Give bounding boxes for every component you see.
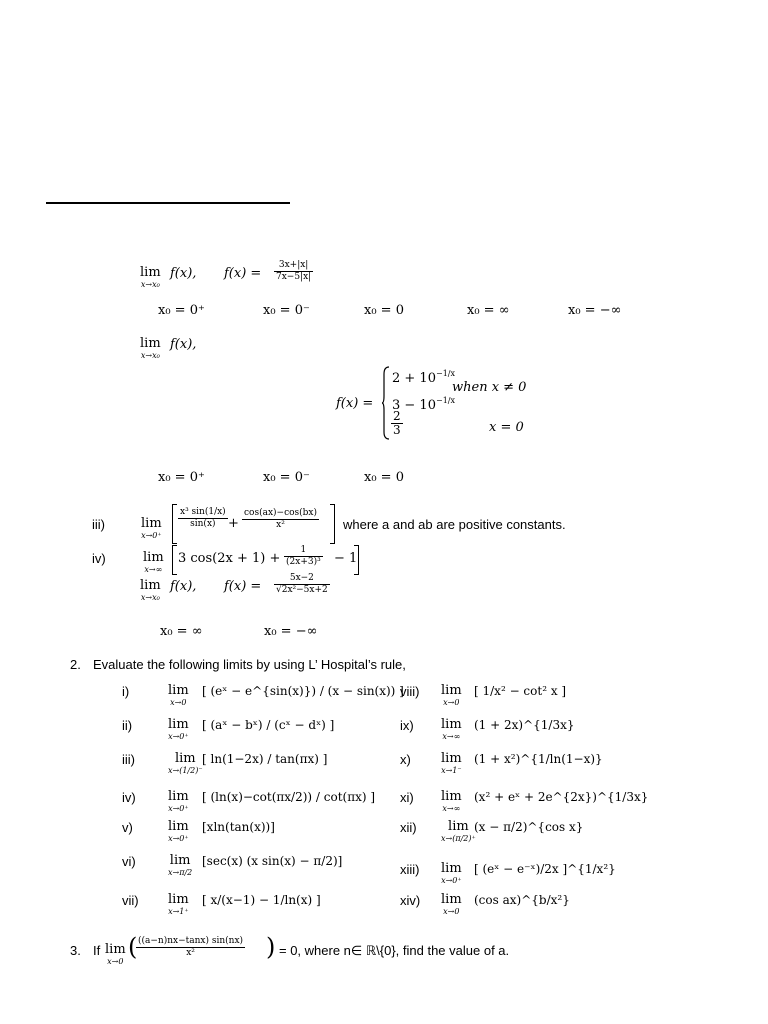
limit-operator [140, 337, 161, 360]
function-label: f(x), [170, 337, 197, 352]
lim-word: lim [441, 683, 462, 698]
item-label: iv) [92, 551, 106, 566]
fraction-numerator: ((a−n)nx−tanx) sin(nx) [138, 936, 244, 946]
limit-operator [168, 684, 189, 707]
lim-subscript: x→0⁺ [168, 732, 189, 741]
lim-subscript: x→x₀ [140, 280, 160, 289]
limit-expression: (x − π/2)^{cos x} [474, 820, 584, 834]
item-label: xi) [400, 790, 414, 805]
item-label: vii) [122, 893, 139, 908]
lim-subscript: x→x₀ [140, 351, 160, 360]
item-label: xiii) [400, 862, 420, 877]
lim-word: lim [140, 336, 161, 351]
lim-word: lim [441, 861, 462, 876]
right-bracket [354, 545, 359, 575]
limit-expression: [xln(tan(x))] [202, 820, 275, 834]
lim-word: lim [168, 683, 189, 698]
lim-word: lim [140, 265, 161, 280]
lim-subscript: x→0 [170, 698, 187, 707]
limit-expression: (x² + eˣ + 2e^{2x})^{1/3x} [474, 790, 649, 804]
lim-word: lim [140, 578, 161, 593]
limit-expression: (cos ax)^{b/x²} [474, 893, 570, 907]
lim-word: lim [441, 751, 462, 766]
limit-operator [141, 517, 162, 540]
fraction-term [136, 936, 245, 959]
fraction-numerator: 2 [393, 409, 401, 423]
limit-point: x₀ = 0 [364, 470, 404, 485]
item-label: ii) [122, 718, 133, 733]
limit-operator [168, 752, 203, 775]
piece-1-exponent: −1/x [435, 369, 455, 378]
piece-2-base: 3 − 10 [392, 398, 436, 413]
lim-word: lim [143, 550, 164, 565]
limit-point: x₀ = 0⁻ [263, 470, 310, 485]
fraction-numerator: x³ sin(1/x) [180, 507, 226, 517]
limit-expression: [ (aˣ − bˣ) / (cˣ − dˣ) ] [202, 718, 335, 732]
fraction-numerator: 3x+|x| [274, 260, 313, 272]
limit-expression: [ ln(1−2x) / tan(πx) ] [202, 752, 328, 766]
fraction-numerator: cos(ax)−cos(bx) [244, 508, 318, 518]
lim-word: lim [174, 751, 196, 766]
limit-operator [441, 862, 462, 885]
fraction-denominator: sin(x) [190, 519, 216, 529]
limit-point: x₀ = 0⁻ [263, 303, 310, 318]
fraction-numerator: 5x−2 [274, 573, 330, 585]
limit-operator [168, 718, 189, 741]
lim-subscript: x→(1/2)⁻ [168, 766, 203, 775]
limit-expression: [ 1/x² − cot² x ] [474, 684, 567, 698]
lim-word: lim [448, 819, 469, 834]
piece-1-base: 2 + 10 [392, 371, 436, 386]
right-bracket [330, 504, 335, 544]
lim-subscript: x→π/2 [168, 868, 193, 877]
limit-point: x₀ = −∞ [264, 624, 318, 639]
lim-subscript: x→0 [443, 907, 460, 916]
limit-operator [441, 820, 476, 843]
right-paren: ) [266, 933, 276, 961]
piece-2-exponent: −1/x [435, 396, 455, 405]
limit-point: x₀ = 0⁺ [158, 470, 205, 485]
expression-tail: − 1 [334, 551, 358, 566]
limit-expression: [sec(x) (x sin(x) − π/2)] [202, 854, 343, 868]
function-definition-fraction [274, 573, 330, 596]
left-paren: ( [128, 933, 138, 961]
fraction-denominator: x² [186, 948, 195, 958]
lim-word: lim [168, 819, 189, 834]
left-bracket [172, 545, 177, 575]
piece-expression-1 [392, 369, 455, 386]
item-label: iv) [122, 790, 136, 805]
lim-subscript: x→0⁺ [141, 531, 162, 540]
limit-operator [168, 790, 189, 813]
limit-point: x₀ = −∞ [568, 303, 622, 318]
horizontal-rule [46, 202, 290, 204]
fraction-denominator: (2x+3)³ [286, 557, 321, 567]
piecewise-brace [382, 366, 388, 440]
limit-operator [441, 684, 462, 707]
lim-subscript: x→∞ [442, 732, 461, 741]
piece-condition: when x ≠ 0 [452, 380, 527, 395]
lim-subscript: x→1⁺ [168, 907, 189, 916]
function-label: f(x), [170, 266, 197, 281]
limit-expression: [ x/(x−1) − 1/ln(x) ] [202, 893, 321, 907]
item-label: x) [400, 752, 411, 767]
item-label: iii) [92, 517, 105, 532]
lim-word: lim [168, 789, 189, 804]
item-label: iii) [122, 752, 135, 767]
limit-operator [441, 790, 462, 813]
question-number: 2. [70, 657, 81, 672]
item-label: xiv) [400, 893, 421, 908]
limit-operator [441, 893, 462, 916]
limit-operator [168, 820, 189, 843]
fraction-term [178, 507, 228, 530]
fraction-term [284, 545, 323, 568]
left-bracket [172, 504, 177, 544]
piece-fraction [391, 410, 403, 437]
limit-point: x₀ = 0⁺ [158, 303, 205, 318]
function-definition-lhs: f(x) = [224, 579, 262, 594]
plus-sign: + [228, 516, 239, 531]
condition-text: where a and ab are positive constants. [343, 517, 566, 532]
lim-subscript: x→0⁺ [168, 804, 189, 813]
limit-expression: (1 + 2x)^{1/3x} [474, 718, 575, 732]
function-definition-fraction [274, 260, 313, 283]
lim-word: lim [168, 892, 189, 907]
limit-operator [441, 752, 462, 775]
limit-operator [441, 718, 462, 741]
lim-subscript: x→0⁺ [441, 876, 462, 885]
limit-expression: [ (eˣ − e^{sin(x)}) / (x − sin(x)) ] [202, 684, 404, 698]
lim-subscript: x→1⁻ [441, 766, 462, 775]
lim-word: lim [441, 892, 462, 907]
lim-subscript: x→∞ [144, 565, 163, 574]
fraction-denominator: x² [276, 520, 285, 530]
limit-operator [140, 266, 161, 289]
limit-operator [168, 854, 192, 877]
item-label: i) [122, 684, 130, 699]
limit-point: x₀ = ∞ [467, 303, 510, 318]
fraction-denominator: 7x−5|x| [276, 272, 312, 282]
item-label: xii) [400, 820, 417, 835]
item-label: vi) [122, 854, 136, 869]
function-label: f(x), [170, 579, 197, 594]
lim-subscript: x→0 [107, 957, 124, 966]
lim-word: lim [441, 717, 462, 732]
question-number: 3. [70, 943, 81, 958]
limit-expression: [ (eˣ − e⁻ˣ)/2x ]^{1/x²} [474, 862, 616, 876]
limit-operator [105, 943, 126, 966]
limit-expression: (1 + x²)^{1/ln(1−x)} [474, 752, 603, 766]
limit-point: x₀ = ∞ [160, 624, 203, 639]
lim-word: lim [105, 942, 126, 957]
question-title: Evaluate the following limits by using L’ Hospital’s rule, [93, 657, 406, 672]
item-label: viii) [400, 684, 420, 699]
item-label: ix) [400, 718, 414, 733]
function-definition-lhs: f(x) = [224, 266, 262, 281]
lim-subscript: x→(π/2)⁺ [441, 834, 476, 843]
lim-subscript: x→∞ [442, 804, 461, 813]
fraction-denominator: 3 [393, 423, 401, 437]
lim-word: lim [441, 789, 462, 804]
limit-operator [143, 551, 164, 574]
lim-word: lim [169, 853, 191, 868]
limit-operator [168, 893, 189, 916]
lim-subscript: x→x₀ [140, 593, 160, 602]
question-prefix: If [93, 943, 101, 958]
fraction-denominator: √2x²−5x+2 [276, 585, 328, 595]
fraction-term [242, 508, 319, 531]
piecewise-lhs: f(x) = [336, 396, 374, 411]
piece-condition: x = 0 [489, 420, 524, 435]
question-suffix: = 0, where n∈ ℝ\{0}, find the value of a. [279, 943, 510, 958]
fraction-numerator: 1 [284, 545, 323, 557]
limit-expression: [ (ln(x)−cot(πx/2)) / cot(πx) ] [202, 790, 376, 804]
lim-subscript: x→0⁺ [168, 834, 189, 843]
lim-word: lim [168, 717, 189, 732]
limit-operator [140, 579, 161, 602]
lim-subscript: x→0 [443, 698, 460, 707]
limit-point: x₀ = 0 [364, 303, 404, 318]
item-label: v) [122, 820, 133, 835]
expression: 3 cos(2x + 1) + [178, 551, 281, 566]
lim-word: lim [141, 516, 162, 531]
